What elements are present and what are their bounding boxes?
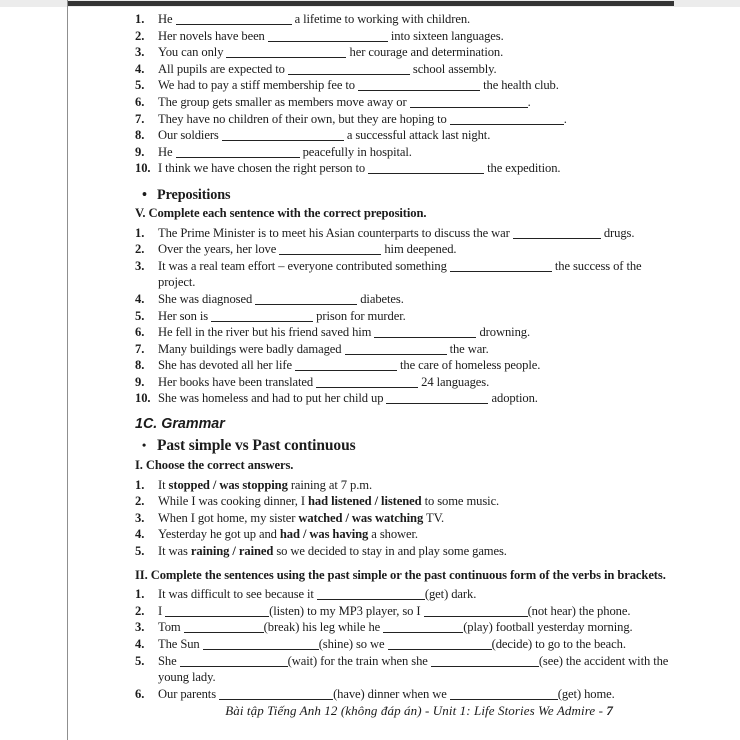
item-number: 2. bbox=[135, 242, 145, 257]
item-number: 3. bbox=[135, 45, 145, 60]
item-number: 5. bbox=[135, 653, 145, 668]
instruction-text: Complete each sentence with the correct preposition. bbox=[148, 205, 427, 220]
item-number: 1. bbox=[135, 225, 145, 240]
preposition-list bbox=[135, 225, 672, 408]
answer-blank bbox=[219, 687, 333, 699]
item-text: While I was cooking dinner, I had listened / listened to some music. bbox=[158, 494, 500, 509]
item-number: 9. bbox=[135, 144, 145, 159]
answer-blank bbox=[317, 588, 425, 600]
answer-blank bbox=[255, 293, 357, 305]
exercise-item bbox=[135, 619, 672, 636]
exercise-item bbox=[135, 44, 672, 61]
item-number: 4. bbox=[135, 637, 145, 651]
item-text: Many buildings were badly damaged the war. bbox=[158, 341, 489, 356]
exercise-item bbox=[135, 111, 672, 128]
answer-blank bbox=[295, 359, 397, 371]
item-number: 4. bbox=[135, 527, 145, 542]
instruction-label: I. bbox=[135, 458, 146, 473]
answer-blank bbox=[383, 621, 463, 633]
item-text: She (wait) for the train when she (see) the accident with the young lady. bbox=[158, 653, 669, 685]
item-text: She was diagnosed diabetes. bbox=[158, 291, 404, 306]
item-text: Our soldiers a successful attack last night. bbox=[158, 128, 491, 143]
exercise-item bbox=[135, 636, 672, 653]
item-number: 3. bbox=[135, 620, 145, 635]
choice-text: stopped / was stopping bbox=[168, 477, 288, 492]
exercise-item bbox=[135, 144, 672, 161]
footer-text: Bài tập Tiếng Anh 12 (không đáp án) - Unit 1: Life Stories We Admire - bbox=[225, 703, 607, 718]
choice-text: had / was having bbox=[279, 527, 369, 542]
item-text: He fell in the river but his friend saved him drowning. bbox=[158, 325, 531, 340]
item-text: I think we have chosen the right person to the expedition. bbox=[158, 161, 561, 176]
heading-text: Past simple vs Past continuous bbox=[157, 437, 356, 455]
answer-blank bbox=[176, 145, 300, 157]
item-number: 10. bbox=[135, 161, 151, 176]
exercise-item bbox=[135, 510, 672, 527]
exercise-item bbox=[135, 526, 672, 543]
item-number: 5. bbox=[135, 308, 145, 323]
item-text: Over the years, her love him deepened. bbox=[158, 242, 457, 257]
exercise-item bbox=[135, 586, 672, 603]
instruction bbox=[135, 457, 672, 474]
exercise-item bbox=[135, 127, 672, 144]
answer-blank bbox=[368, 162, 484, 174]
item-number: 7. bbox=[135, 111, 145, 126]
answer-blank bbox=[226, 46, 346, 58]
item-text: It was a real team effort – everyone contributed something the success of the project. bbox=[158, 258, 642, 290]
answer-blank bbox=[165, 604, 269, 616]
exercise-item bbox=[135, 477, 672, 494]
answer-blank bbox=[211, 309, 313, 321]
answer-blank bbox=[513, 226, 601, 238]
answer-blank bbox=[431, 654, 539, 666]
answer-blank bbox=[268, 29, 388, 41]
answer-blank bbox=[388, 638, 492, 650]
item-number: 10. bbox=[135, 391, 151, 406]
tense-fill-list bbox=[135, 586, 672, 702]
item-text: The group gets smaller as members move away or . bbox=[158, 94, 531, 109]
bullet-icon: • bbox=[142, 438, 147, 453]
choice-list bbox=[135, 477, 672, 560]
exercise-item bbox=[135, 543, 672, 560]
answer-blank bbox=[410, 96, 528, 108]
item-text: He peacefully in hospital. bbox=[158, 144, 412, 159]
exercise-item bbox=[135, 603, 672, 620]
answer-blank bbox=[374, 326, 476, 338]
exercise-item bbox=[135, 291, 672, 308]
instruction-text: Choose the correct answers. bbox=[145, 458, 294, 473]
item-text: It was raining / rained so we decided to stay in and play some games. bbox=[158, 544, 507, 559]
exercise-item bbox=[135, 11, 672, 28]
item-text: You can only her courage and determination. bbox=[158, 45, 504, 60]
exercise-item bbox=[135, 94, 672, 111]
answer-blank bbox=[203, 638, 319, 650]
item-number: 9. bbox=[135, 374, 145, 389]
exercise-item bbox=[135, 686, 672, 703]
item-number: 6. bbox=[135, 325, 145, 340]
verb-fill-list bbox=[135, 11, 672, 177]
exercise-item bbox=[135, 308, 672, 325]
instruction-text: Complete the sentences using the past simple or the past continuous form of the verbs in brackets. bbox=[150, 567, 666, 582]
answer-blank bbox=[288, 62, 410, 74]
exercise-item bbox=[135, 390, 672, 407]
item-number: 5. bbox=[135, 544, 145, 559]
instruction-label: V. bbox=[135, 205, 149, 220]
item-text: Tom (break) his leg while he (play) football yesterday morning. bbox=[158, 620, 633, 635]
exercise-item bbox=[135, 493, 672, 510]
item-text: They have no children of their own, but they are hoping to . bbox=[158, 111, 567, 126]
page-left-border bbox=[67, 0, 68, 740]
choice-text: raining / rained bbox=[190, 544, 274, 559]
item-number: 6. bbox=[135, 94, 145, 109]
item-text: It was difficult to see because it (get) dark. bbox=[158, 587, 477, 602]
item-text: It stopped / was stopping raining at 7 p.m. bbox=[158, 477, 373, 492]
page-footer bbox=[225, 703, 613, 719]
answer-blank bbox=[386, 392, 488, 404]
exercise-item bbox=[135, 28, 672, 45]
item-text: We had to pay a stiff membership fee to the health club. bbox=[158, 78, 559, 93]
item-text: Our parents (have) dinner when we (get) home. bbox=[158, 686, 615, 701]
answer-blank bbox=[222, 129, 344, 141]
bullet-heading bbox=[135, 186, 672, 204]
bullet-heading bbox=[135, 435, 672, 456]
scan-shadow-bar bbox=[68, 1, 674, 6]
instruction bbox=[135, 567, 672, 584]
answer-blank bbox=[184, 621, 264, 633]
item-number: 1. bbox=[135, 587, 145, 602]
exercise-item bbox=[135, 77, 672, 94]
exercise-item bbox=[135, 357, 672, 374]
item-text: Her books have been translated 24 languages. bbox=[158, 374, 490, 389]
section-heading: 1C. Grammar bbox=[135, 416, 225, 433]
exercise-item bbox=[135, 258, 672, 291]
item-text: Her son is prison for murder. bbox=[158, 308, 406, 323]
exercise-item bbox=[135, 653, 672, 686]
item-text: When I got home, my sister watched / was watching TV. bbox=[158, 510, 444, 525]
page-content bbox=[135, 7, 672, 702]
answer-blank bbox=[279, 243, 381, 255]
item-number: 4. bbox=[135, 291, 145, 306]
answer-blank bbox=[176, 13, 292, 25]
exercise-item bbox=[135, 241, 672, 258]
heading-text: Prepositions bbox=[157, 186, 231, 203]
answer-blank bbox=[180, 654, 288, 666]
bullet-icon: • bbox=[142, 186, 147, 203]
exercise-item bbox=[135, 61, 672, 78]
item-number: 8. bbox=[135, 128, 145, 143]
exercise-item bbox=[135, 374, 672, 391]
answer-blank bbox=[345, 342, 447, 354]
item-number: 3. bbox=[135, 258, 145, 273]
answer-blank bbox=[424, 604, 528, 616]
answer-blank bbox=[450, 687, 558, 699]
footer-page-number: 7 bbox=[606, 703, 613, 718]
exercise-item bbox=[135, 160, 672, 177]
exercise-item bbox=[135, 225, 672, 242]
answer-blank bbox=[450, 112, 564, 124]
item-number: 1. bbox=[135, 12, 145, 26]
item-number: 4. bbox=[135, 61, 145, 76]
item-text: The Prime Minister is to meet his Asian counterparts to discuss the war drugs. bbox=[158, 225, 635, 240]
exercise-item bbox=[135, 341, 672, 358]
instruction bbox=[135, 205, 672, 222]
item-number: 6. bbox=[135, 686, 145, 701]
item-number: 2. bbox=[135, 28, 145, 43]
choice-text: had listened / listened bbox=[308, 494, 422, 509]
item-number: 1. bbox=[135, 477, 145, 492]
item-number: 2. bbox=[135, 603, 145, 618]
item-text: Yesterday he got up and had / was having a shower. bbox=[158, 527, 418, 542]
choice-text: watched / was watching bbox=[298, 510, 424, 525]
item-text: She has devoted all her life the care of homeless people. bbox=[158, 358, 541, 373]
item-text: He a lifetime to working with children. bbox=[158, 12, 471, 26]
item-number: 2. bbox=[135, 494, 145, 509]
item-number: 7. bbox=[135, 341, 145, 356]
item-text: All pupils are expected to school assembly. bbox=[158, 61, 497, 76]
item-number: 5. bbox=[135, 78, 145, 93]
answer-blank bbox=[450, 259, 552, 271]
item-text: She was homeless and had to put her child up adoption. bbox=[158, 391, 538, 406]
item-number: 8. bbox=[135, 358, 145, 373]
exercise-item bbox=[135, 324, 672, 341]
item-text: The Sun (shine) so we (decide) to go to the beach. bbox=[158, 637, 626, 651]
answer-blank bbox=[358, 79, 480, 91]
item-text: Her novels have been into sixteen languages. bbox=[158, 28, 504, 43]
item-text: I (listen) to my MP3 player, so I (not hear) the phone. bbox=[158, 603, 631, 618]
instruction-label: II. bbox=[135, 567, 151, 582]
answer-blank bbox=[316, 376, 418, 388]
item-number: 3. bbox=[135, 510, 145, 525]
